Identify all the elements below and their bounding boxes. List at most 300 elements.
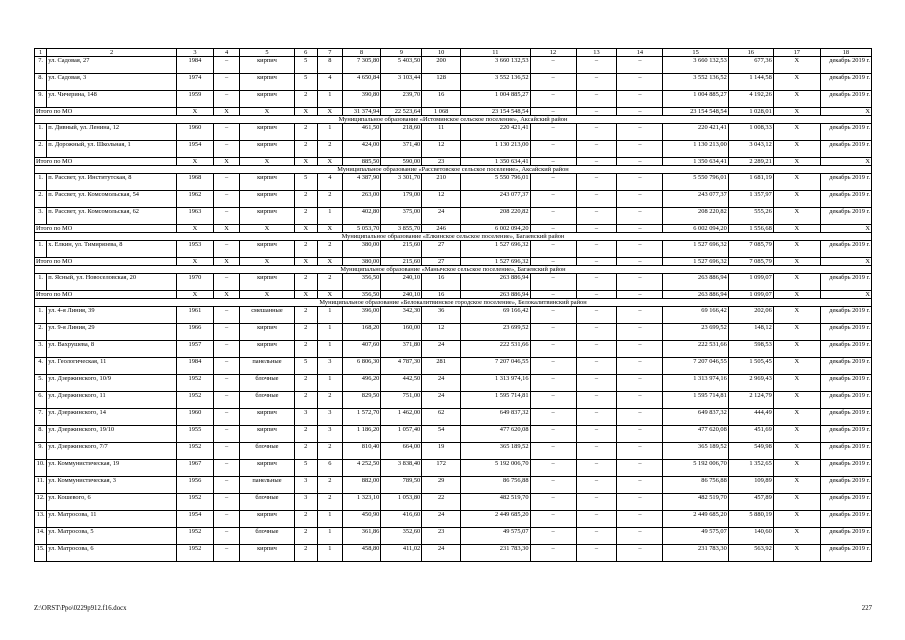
table-cell: декабрь 2019 г. [820, 91, 871, 108]
table-row [35, 545, 872, 562]
table-cell: – [617, 358, 663, 375]
table-cell: кирпич [240, 324, 294, 341]
total-cell: Х [820, 158, 871, 166]
table-cell: 3 301,70 [381, 174, 422, 191]
table-cell: декабрь 2019 г. [820, 341, 871, 358]
table-cell: 239,70 [381, 91, 422, 108]
table-cell: 29 [422, 477, 461, 494]
table-cell: 1960 [177, 409, 214, 426]
total-cell: Х [773, 108, 820, 116]
table-cell: – [576, 124, 617, 141]
table-cell: 2 [294, 241, 318, 258]
table-cell: 11. [35, 477, 47, 494]
table-cell: 7. [35, 409, 47, 426]
table-cell: – [617, 74, 663, 91]
address-cell: ул. Дзержинского, 11 [47, 392, 177, 409]
table-cell: – [530, 443, 576, 460]
column-number: 4 [213, 49, 240, 57]
table-cell: 263,00 [342, 191, 381, 208]
table-cell: 15. [35, 545, 47, 562]
table-cell: 2 [318, 141, 343, 158]
table-cell: – [213, 494, 240, 511]
total-cell: Х [820, 108, 871, 116]
total-row [35, 225, 872, 233]
table-cell: декабрь 2019 г. [820, 141, 871, 158]
table-cell: 598,53 [728, 341, 773, 358]
table-cell: – [617, 409, 663, 426]
table-cell: – [213, 443, 240, 460]
table-cell: 2 [294, 375, 318, 392]
table-cell: блочные [240, 375, 294, 392]
table-cell: 1966 [177, 324, 214, 341]
table-cell: 3 [294, 477, 318, 494]
table-cell: 7 207 046,55 [663, 358, 728, 375]
table-cell: 1. [35, 241, 47, 258]
table-cell: – [617, 191, 663, 208]
table-cell: 3 552 136,52 [663, 74, 728, 91]
table-row [35, 477, 872, 494]
table-cell: 128 [422, 74, 461, 91]
table-cell: – [576, 358, 617, 375]
table-cell: 1 595 714,81 [461, 392, 530, 409]
address-cell: ул. Садовая, 27 [47, 57, 177, 74]
table-cell: кирпич [240, 141, 294, 158]
table-cell: – [213, 511, 240, 528]
table-cell: 1 [318, 91, 343, 108]
table-cell: 1 008,33 [728, 124, 773, 141]
table-row [35, 274, 872, 291]
address-cell: х. Елкин, ул. Тимирязева, 8 [47, 241, 177, 258]
table-row [35, 511, 872, 528]
table-cell: – [530, 511, 576, 528]
table-row [35, 358, 872, 375]
total-cell: 1 350 634,41 [461, 158, 530, 166]
table-cell: – [617, 341, 663, 358]
address-cell: ул. Матросова, 6 [47, 545, 177, 562]
column-number: 17 [773, 49, 820, 57]
table-cell: Х [773, 494, 820, 511]
total-cell: – [530, 258, 576, 266]
table-cell: 1 [318, 324, 343, 341]
table-cell: 10. [35, 460, 47, 477]
table-cell: 12 [422, 324, 461, 341]
table-cell: – [617, 528, 663, 545]
table-cell: Х [773, 141, 820, 158]
table-cell: 2. [35, 191, 47, 208]
table-cell: 1967 [177, 460, 214, 477]
table-cell: – [530, 341, 576, 358]
table-cell: – [576, 141, 617, 158]
address-cell: п. Дивный, ул. Ленина, 12 [47, 124, 177, 141]
table-cell: 482 519,70 [663, 494, 728, 511]
table-cell: Х [773, 511, 820, 528]
table-cell: – [530, 74, 576, 91]
total-cell: Х [318, 291, 343, 299]
table-cell: 1952 [177, 545, 214, 562]
address-cell: п. Дорожный, ул. Школьная, 1 [47, 141, 177, 158]
table-cell: блочные [240, 443, 294, 460]
table-cell: 1984 [177, 57, 214, 74]
table-cell: 202,06 [728, 307, 773, 324]
table-cell: – [576, 57, 617, 74]
table-row [35, 341, 872, 358]
total-cell: 263 886,94 [461, 291, 530, 299]
table-cell: 54 [422, 426, 461, 443]
table-cell: 5 [294, 74, 318, 91]
total-cell: – [617, 225, 663, 233]
table-cell: 6. [35, 392, 47, 409]
address-cell: ул. Садовая, 3 [47, 74, 177, 91]
table-cell: 5 [294, 460, 318, 477]
table-cell: 1 144,58 [728, 74, 773, 91]
table-cell: декабрь 2019 г. [820, 477, 871, 494]
table-cell: – [576, 494, 617, 511]
table-row [35, 307, 872, 324]
table-cell: – [213, 324, 240, 341]
table-cell: декабрь 2019 г. [820, 324, 871, 341]
table-cell: – [213, 208, 240, 225]
table-cell: кирпич [240, 545, 294, 562]
table-cell: – [530, 91, 576, 108]
table-row [35, 494, 872, 511]
table-cell: 172 [422, 460, 461, 477]
table-cell: декабрь 2019 г. [820, 409, 871, 426]
table-cell: 1 [318, 307, 343, 324]
table-cell: – [576, 274, 617, 291]
total-cell: 263 886,94 [663, 291, 728, 299]
table-cell: 1 313 974,16 [663, 375, 728, 392]
total-cell: 246 [422, 225, 461, 233]
address-cell: ул. Вахрушева, 8 [47, 341, 177, 358]
section-row [35, 116, 872, 124]
table-cell: 3 [294, 494, 318, 511]
table-cell: – [617, 392, 663, 409]
column-number: 2 [47, 49, 177, 57]
total-cell: – [530, 291, 576, 299]
table-cell: – [617, 208, 663, 225]
total-cell: 1 350 634,41 [663, 158, 728, 166]
address-cell: ул. Матросова, 11 [47, 511, 177, 528]
table-cell: Х [773, 91, 820, 108]
total-cell: Х [240, 225, 294, 233]
table-cell: 5 403,50 [381, 57, 422, 74]
total-cell: – [617, 291, 663, 299]
table-cell: Х [773, 307, 820, 324]
table-cell: 24 [422, 511, 461, 528]
table-cell: – [576, 174, 617, 191]
table-cell: 243 077,37 [663, 191, 728, 208]
table-cell: кирпич [240, 274, 294, 291]
column-number: 11 [461, 49, 530, 57]
table-cell: 2 969,43 [728, 375, 773, 392]
address-cell: ул. 4-я Линия, 39 [47, 307, 177, 324]
total-cell: Х [177, 225, 214, 233]
table-row [35, 141, 872, 158]
column-number: 16 [728, 49, 773, 57]
table-cell: 3. [35, 208, 47, 225]
total-cell: Х [213, 108, 240, 116]
table-cell: 356,50 [342, 274, 381, 291]
table-cell: 36 [422, 307, 461, 324]
table-cell: 1954 [177, 141, 214, 158]
table-cell: 451,69 [728, 426, 773, 443]
table-cell: декабрь 2019 г. [820, 443, 871, 460]
table-cell: декабрь 2019 г. [820, 358, 871, 375]
total-row [35, 158, 872, 166]
column-number: 6 [294, 49, 318, 57]
total-cell: Х [177, 291, 214, 299]
total-cell: Х [820, 291, 871, 299]
column-number: 7 [318, 49, 343, 57]
table-cell: кирпич [240, 426, 294, 443]
table-cell: 215,60 [381, 241, 422, 258]
total-cell: 356,50 [342, 291, 381, 299]
table-cell: 16 [422, 274, 461, 291]
table-cell: 407,60 [342, 341, 381, 358]
table-cell: 751,00 [381, 392, 422, 409]
table-cell: 2 [294, 141, 318, 158]
total-cell: Х [294, 108, 318, 116]
address-cell: ул. Дзержинского, 7/7 [47, 443, 177, 460]
total-cell: – [530, 158, 576, 166]
table-cell: 208 220,82 [461, 208, 530, 225]
table-cell: 222 531,66 [461, 341, 530, 358]
table-cell: 220 421,41 [663, 124, 728, 141]
address-cell: ул. 9-я Линия, 29 [47, 324, 177, 341]
table-cell: – [213, 460, 240, 477]
table-row [35, 124, 872, 141]
table-cell: 69 166,42 [461, 307, 530, 324]
table-cell: Х [773, 545, 820, 562]
table-cell: – [576, 477, 617, 494]
table-cell: – [530, 241, 576, 258]
table-cell: – [213, 124, 240, 141]
total-cell: Х [213, 225, 240, 233]
table-cell: – [530, 174, 576, 191]
table-cell: 1957 [177, 341, 214, 358]
address-cell: ул. Матросова, 5 [47, 528, 177, 545]
table-cell: – [213, 392, 240, 409]
table-cell: 2 [294, 124, 318, 141]
table-cell: 477 620,08 [663, 426, 728, 443]
column-number-row [35, 49, 872, 57]
table-cell: 2 [294, 274, 318, 291]
table-cell: 649 837,32 [461, 409, 530, 426]
table-cell: – [617, 477, 663, 494]
table-cell: кирпич [240, 57, 294, 74]
total-cell: 3 855,70 [381, 225, 422, 233]
table-cell: панельные [240, 477, 294, 494]
address-cell: ул. Дзержинского, 14 [47, 409, 177, 426]
table-cell: 24 [422, 545, 461, 562]
table-cell: – [576, 443, 617, 460]
table-cell: кирпич [240, 174, 294, 191]
table-cell: 86 756,88 [663, 477, 728, 494]
table-cell: 281 [422, 358, 461, 375]
table-cell: 1 [318, 208, 343, 225]
table-cell: 2 [294, 91, 318, 108]
table-cell: 62 [422, 409, 461, 426]
table-cell: 2 [318, 392, 343, 409]
table-cell: 1961 [177, 307, 214, 324]
total-cell: 22 523,64 [381, 108, 422, 116]
table-row [35, 426, 872, 443]
table-cell: 6 806,30 [342, 358, 381, 375]
table-cell: 1952 [177, 375, 214, 392]
table-cell: 9. [35, 91, 47, 108]
table-cell: 1 [318, 341, 343, 358]
table-cell: – [617, 274, 663, 291]
table-cell: 1 527 696,32 [663, 241, 728, 258]
table-cell: 3 043,12 [728, 141, 773, 158]
total-cell: Х [294, 258, 318, 266]
table-cell: 210 [422, 174, 461, 191]
address-cell: ул. Дзержинского, 19/10 [47, 426, 177, 443]
address-cell: п. Ясный, ул. Новоселовская, 20 [47, 274, 177, 291]
table-cell: – [617, 307, 663, 324]
total-cell: Х [318, 108, 343, 116]
table-cell: 3 660 132,53 [461, 57, 530, 74]
total-cell: Х [240, 158, 294, 166]
table-cell: 49 575,07 [663, 528, 728, 545]
table-cell: – [530, 208, 576, 225]
table-cell: – [213, 141, 240, 158]
table-cell: 1 130 213,00 [663, 141, 728, 158]
address-cell: ул. Кошевого, 6 [47, 494, 177, 511]
table-cell: 371,80 [381, 341, 422, 358]
total-cell: – [530, 108, 576, 116]
table-cell: 461,50 [342, 124, 381, 141]
table-cell: 1 313 974,16 [461, 375, 530, 392]
table-row [35, 392, 872, 409]
table-cell: – [530, 426, 576, 443]
table-cell: 243 077,37 [461, 191, 530, 208]
table-cell: Х [773, 358, 820, 375]
total-cell: 590,00 [381, 158, 422, 166]
total-cell: Х [177, 258, 214, 266]
table-cell: 24 [422, 392, 461, 409]
table-cell: – [576, 511, 617, 528]
section-title: Муниципальное образование «Манычское сельское поселение», Багаевский район [35, 266, 872, 274]
table-cell: 1 572,70 [342, 409, 381, 426]
address-cell: п. Рассвет, ул. Институтская, 8 [47, 174, 177, 191]
table-cell: 5 880,19 [728, 511, 773, 528]
table-cell: – [576, 528, 617, 545]
table-cell: – [617, 460, 663, 477]
table-row [35, 57, 872, 74]
table-cell: декабрь 2019 г. [820, 460, 871, 477]
table-cell: – [617, 141, 663, 158]
column-number: 14 [617, 49, 663, 57]
table-cell: 24 [422, 341, 461, 358]
section-row [35, 166, 872, 174]
table-cell: декабрь 2019 г. [820, 375, 871, 392]
table-cell: 810,40 [342, 443, 381, 460]
total-row [35, 291, 872, 299]
table-cell: 22 [422, 494, 461, 511]
table-cell: Х [773, 341, 820, 358]
table-cell: 1952 [177, 494, 214, 511]
table-row [35, 191, 872, 208]
section-row [35, 299, 872, 307]
table-cell: 13. [35, 511, 47, 528]
table-cell: 2 [318, 274, 343, 291]
total-cell: 31 374,94 [342, 108, 381, 116]
table-cell: декабрь 2019 г. [820, 307, 871, 324]
table-cell: 12 [422, 191, 461, 208]
table-cell: 2 [294, 324, 318, 341]
table-cell: декабрь 2019 г. [820, 124, 871, 141]
table-cell: 1968 [177, 174, 214, 191]
total-cell: 6 002 094,20 [461, 225, 530, 233]
table-cell: 677,36 [728, 57, 773, 74]
table-cell: 23 699,52 [461, 324, 530, 341]
table-cell: 1974 [177, 74, 214, 91]
total-cell: 16 [422, 291, 461, 299]
table-cell: 140,60 [728, 528, 773, 545]
total-cell: 5 053,70 [342, 225, 381, 233]
total-cell: 2 289,21 [728, 158, 773, 166]
table-cell: 2 [318, 443, 343, 460]
table-row [35, 74, 872, 91]
total-cell: Х [177, 108, 214, 116]
table-cell: 1 053,80 [381, 494, 422, 511]
table-cell: 179,00 [381, 191, 422, 208]
table-cell: 2 [294, 426, 318, 443]
address-cell: ул. Коммунистическая, 3 [47, 477, 177, 494]
table-cell: 2 [294, 341, 318, 358]
table-cell: 416,60 [381, 511, 422, 528]
table-cell: 1. [35, 307, 47, 324]
table-cell: 1954 [177, 511, 214, 528]
table-cell: 16 [422, 91, 461, 108]
table-cell: Х [773, 460, 820, 477]
table-cell: 380,00 [342, 241, 381, 258]
page-number: 227 [861, 605, 872, 612]
table-cell: Х [773, 57, 820, 74]
table-cell: 1. [35, 274, 47, 291]
table-row [35, 174, 872, 191]
table-cell: 1 357,97 [728, 191, 773, 208]
table-cell: 2 449 685,20 [461, 511, 530, 528]
table-cell: 263 886,94 [663, 274, 728, 291]
table-cell: 2. [35, 324, 47, 341]
table-cell: смешанные [240, 307, 294, 324]
table-cell: кирпич [240, 460, 294, 477]
table-cell: 1 595 714,81 [663, 392, 728, 409]
total-cell: 885,50 [342, 158, 381, 166]
total-row [35, 258, 872, 266]
total-cell: – [576, 225, 617, 233]
table-cell: 23 [422, 528, 461, 545]
table-cell: – [213, 426, 240, 443]
table-cell: 5 550 796,01 [663, 174, 728, 191]
table-cell: 208 220,82 [663, 208, 728, 225]
housing-table [34, 48, 872, 562]
table-cell: 424,00 [342, 141, 381, 158]
column-number: 18 [820, 49, 871, 57]
table-cell: 3 660 132,53 [663, 57, 728, 74]
table-cell: декабрь 2019 г. [820, 208, 871, 225]
section-title: Муниципальное образование «Белокалитвинское городское поселение», Белокалитвинский район [35, 299, 872, 307]
table-cell: – [617, 511, 663, 528]
table-cell: декабрь 2019 г. [820, 511, 871, 528]
table-cell: декабрь 2019 г. [820, 241, 871, 258]
total-cell: Х [240, 108, 294, 116]
table-cell: кирпич [240, 91, 294, 108]
table-cell: 2 [294, 191, 318, 208]
table-cell: 1 099,07 [728, 274, 773, 291]
